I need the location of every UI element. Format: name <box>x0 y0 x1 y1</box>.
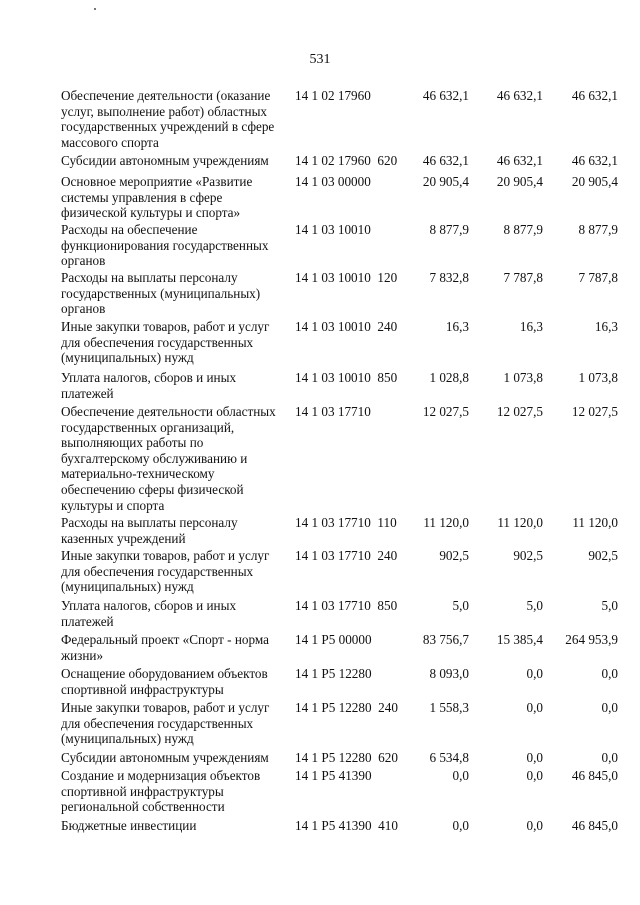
row-name: Создание и модернизация объектов спортивной инфраструктуры региональной собственности <box>61 768 261 815</box>
row-value-3: 16,3 <box>594 319 618 334</box>
row-value-3: 0,0 <box>601 700 618 715</box>
row-value-1: 0,0 <box>452 768 469 783</box>
table-row <box>0 768 640 815</box>
row-value-1: 11 120,0 <box>423 515 469 530</box>
row-value-3: 20 905,4 <box>571 174 618 189</box>
row-value-3: 0,0 <box>601 666 618 681</box>
scan-speck <box>94 8 96 10</box>
row-value-3: 264 953,9 <box>565 632 618 647</box>
row-value-2: 7 787,8 <box>503 270 543 285</box>
row-value-3: 46 632,1 <box>571 153 618 168</box>
row-code: 14 1 P5 41390 410 <box>295 818 398 833</box>
row-name: Основное мероприятие «Развитие системы управления в сфере физической культуры и спорта» <box>61 174 253 221</box>
row-value-1: 1 558,3 <box>429 700 469 715</box>
row-value-3: 1 073,8 <box>578 370 618 385</box>
table-row <box>0 750 640 766</box>
row-value-3: 11 120,0 <box>572 515 618 530</box>
row-name: Уплата налогов, сборов и иных платежей <box>61 370 237 401</box>
row-code: 14 1 03 10010 <box>295 222 371 237</box>
row-code: 14 1 02 17960 <box>295 88 371 103</box>
row-value-2: 46 632,1 <box>496 88 543 103</box>
row-value-2: 0,0 <box>526 700 543 715</box>
row-value-1: 8 877,9 <box>429 222 469 237</box>
row-value-1: 8 093,0 <box>429 666 469 681</box>
row-value-1: 46 632,1 <box>422 88 469 103</box>
row-value-3: 8 877,9 <box>578 222 618 237</box>
row-code: 14 1 03 10010 850 <box>295 370 398 385</box>
row-code: 14 1 03 17710 110 <box>295 515 397 530</box>
row-code: 14 1 02 17960 620 <box>295 153 398 168</box>
row-name: Обеспечение деятельности (оказание услуг, выполнение работ) областных государственных учреждений в сфере массового спорта <box>61 88 275 150</box>
row-value-2: 46 632,1 <box>496 153 543 168</box>
row-code: 14 1 03 10010 120 <box>295 270 398 285</box>
row-value-2: 16,3 <box>519 319 543 334</box>
row-name: Расходы на выплаты персоналу государственных (муниципальных) органов <box>61 270 261 317</box>
row-value-1: 7 832,8 <box>429 270 469 285</box>
row-value-3: 0,0 <box>601 750 618 765</box>
row-value-1: 902,5 <box>439 548 469 563</box>
row-value-2: 0,0 <box>526 768 543 783</box>
row-code: 14 1 03 17710 850 <box>295 598 398 613</box>
row-value-2: 5,0 <box>526 598 543 613</box>
table-row <box>0 515 640 546</box>
row-value-3: 902,5 <box>588 548 618 563</box>
row-code: 14 1 P5 00000 <box>295 632 372 647</box>
table-row <box>0 88 640 150</box>
row-value-2: 902,5 <box>513 548 543 563</box>
row-code: 14 1 03 17710 240 <box>295 548 398 563</box>
row-name: Иные закупки товаров, работ и услуг для обеспечения государственных (муниципальных) нужд <box>61 319 270 366</box>
row-value-1: 6 534,8 <box>429 750 469 765</box>
row-value-3: 12 027,5 <box>571 404 618 419</box>
table-row <box>0 548 640 595</box>
row-name: Уплата налогов, сборов и иных платежей <box>61 598 237 629</box>
table-row <box>0 222 640 269</box>
row-value-3: 5,0 <box>601 598 618 613</box>
table-row <box>0 700 640 747</box>
row-code: 14 1 P5 41390 <box>295 768 372 783</box>
row-value-1: 5,0 <box>452 598 469 613</box>
row-value-2: 15 385,4 <box>496 632 543 647</box>
row-name: Субсидии автономным учреждениям <box>61 750 269 765</box>
row-value-2: 8 877,9 <box>503 222 543 237</box>
table-row <box>0 632 640 663</box>
table-row <box>0 818 640 834</box>
row-value-3: 46 845,0 <box>571 818 618 833</box>
row-code: 14 1 P5 12280 <box>295 666 372 681</box>
table-row <box>0 370 640 401</box>
table-row <box>0 404 640 513</box>
row-name: Обеспечение деятельности областных государственных организаций, выполняющих работы по бухгалтерскому обслуживанию и материально-техническому обеспечению сферы физической культуры и спорта <box>61 404 276 513</box>
row-code: 14 1 03 17710 <box>295 404 371 419</box>
row-value-3: 7 787,8 <box>578 270 618 285</box>
row-name: Федеральный проект «Спорт - норма жизни» <box>61 632 270 663</box>
table-row <box>0 666 640 697</box>
row-value-1: 46 632,1 <box>422 153 469 168</box>
table-row <box>0 270 640 317</box>
row-value-2: 0,0 <box>526 666 543 681</box>
row-value-2: 20 905,4 <box>496 174 543 189</box>
row-value-2: 0,0 <box>526 750 543 765</box>
row-name: Расходы на обеспечение функционирования государственных органов <box>61 222 269 269</box>
row-name: Субсидии автономным учреждениям <box>61 153 269 168</box>
row-value-1: 1 028,8 <box>429 370 469 385</box>
row-value-1: 0,0 <box>452 818 469 833</box>
row-code: 14 1 P5 12280 240 <box>295 700 398 715</box>
page-number: 531 <box>309 52 331 67</box>
row-name: Иные закупки товаров, работ и услуг для обеспечения государственных (муниципальных) нужд <box>61 700 270 747</box>
row-value-2: 1 073,8 <box>503 370 543 385</box>
row-value-1: 83 756,7 <box>422 632 469 647</box>
row-value-3: 46 845,0 <box>571 768 618 783</box>
row-value-2: 12 027,5 <box>496 404 543 419</box>
table-row <box>0 598 640 629</box>
row-value-3: 46 632,1 <box>571 88 618 103</box>
row-name: Иные закупки товаров, работ и услуг для обеспечения государственных (муниципальных) нужд <box>61 548 270 595</box>
table-row <box>0 174 640 221</box>
row-name: Оснащение оборудованием объектов спортивной инфраструктуры <box>61 666 268 697</box>
row-name: Расходы на выплаты персоналу казенных учреждений <box>61 515 238 546</box>
row-code: 14 1 P5 12280 620 <box>295 750 398 765</box>
row-name: Бюджетные инвестиции <box>61 818 197 833</box>
row-value-2: 11 120,0 <box>497 515 543 530</box>
row-value-1: 12 027,5 <box>422 404 469 419</box>
row-value-2: 0,0 <box>526 818 543 833</box>
table-row <box>0 319 640 366</box>
row-value-1: 20 905,4 <box>422 174 469 189</box>
row-code: 14 1 03 10010 240 <box>295 319 398 334</box>
table-row <box>0 153 640 169</box>
row-code: 14 1 03 00000 <box>295 174 371 189</box>
row-value-1: 16,3 <box>445 319 469 334</box>
